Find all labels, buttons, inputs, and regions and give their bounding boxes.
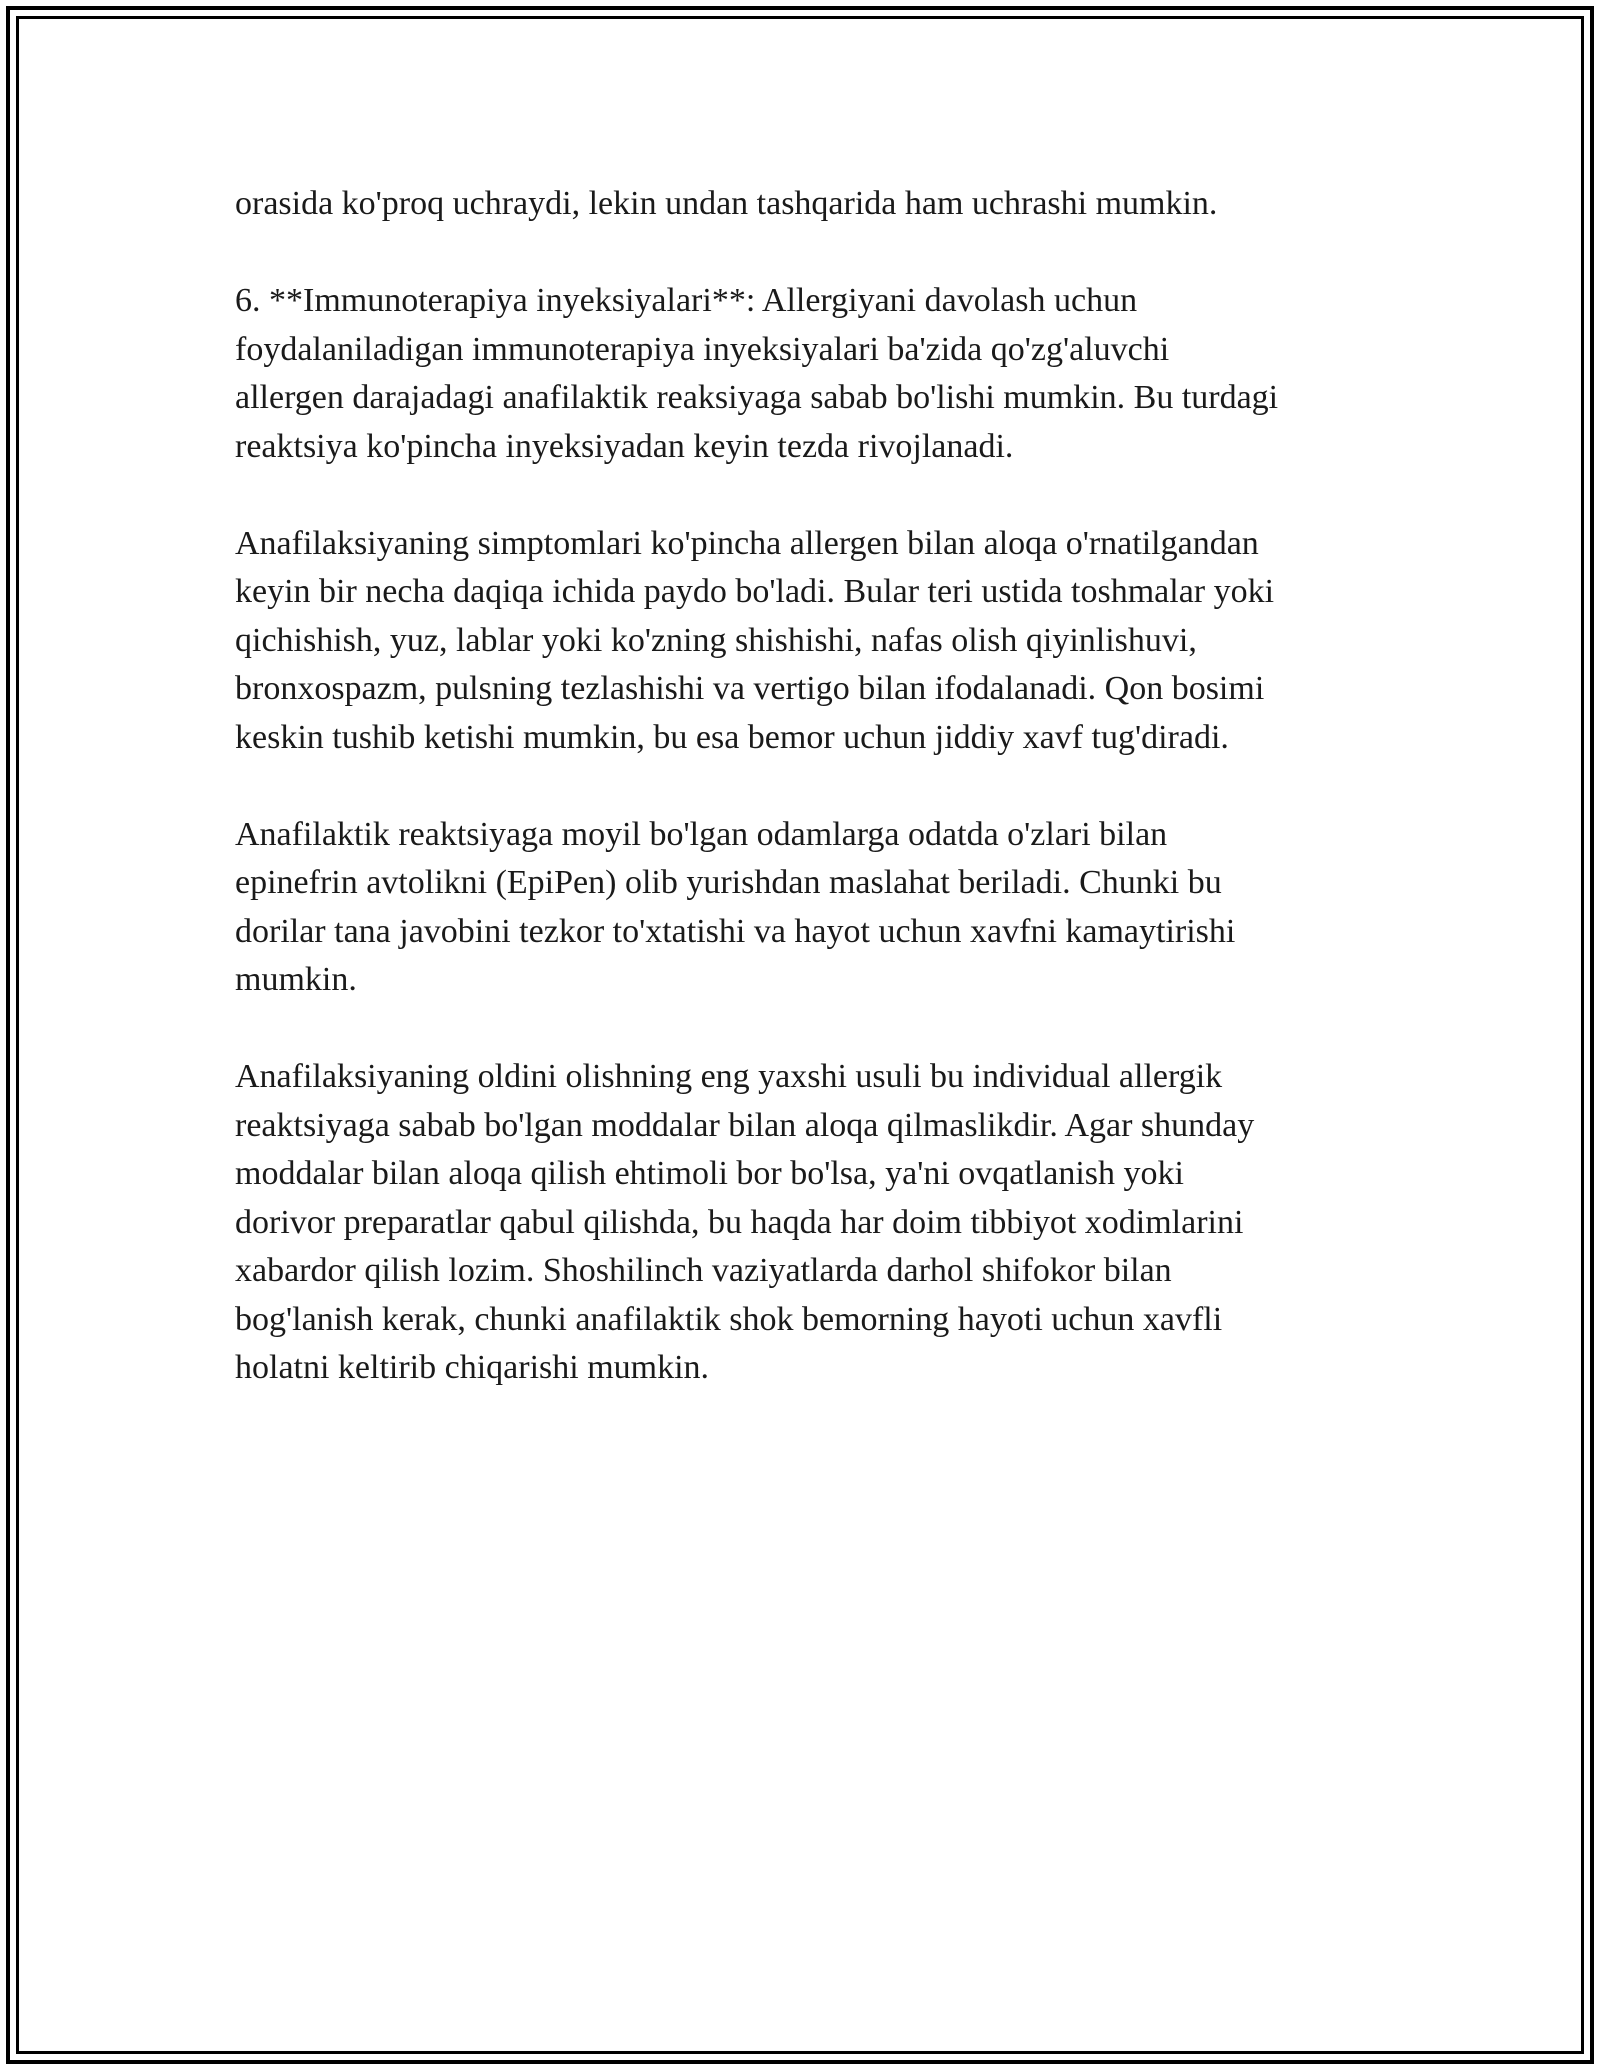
text-line: dorilar tana javobini tezkor to'xtatishi va hayot uchun xavfni kamaytirishi [235, 912, 1236, 950]
text-line: mumkin. [235, 961, 357, 998]
text-line: allergen darajadagi anafilaktik reaksiyaga sabab bo'lishi mumkin. Bu turdagi [235, 379, 1279, 416]
text-line: dorivor preparatlar qabul qilishda, bu haqda har doim tibbiyot xodimlarini [235, 1203, 1244, 1241]
paragraph-continuation [235, 180, 1370, 229]
text-line: moddalar bilan aloqa qilish ehtimoli bor bo'lsa, ya'ni ovqatlanish yoki [235, 1155, 1184, 1192]
text-line: xabardor qilish lozim. Shoshilinch vaziyatlarda darhol shifokor bilan [235, 1252, 1172, 1289]
text-line: foydalaniladigan immunoterapiya inyeksiyalari ba'zida qo'zg'aluvchi [235, 330, 1170, 368]
text-line: qichishish, yuz, lablar yoki ko'zning shishishi, nafas olish qiyinlishuvi, [235, 621, 1197, 659]
text-line: Anafilaksiyaning oldini olishning eng yaxshi usuli bu individual allergik [235, 1058, 1223, 1095]
text-line: 6. **Immunoterapiya inyeksiyalari**: Allergiyani davolash uchun [235, 282, 1138, 319]
paragraph-symptoms [235, 520, 1370, 763]
text-line: bog'lanish kerak, chunki anafilaktik shok bemorning hayoti uchun xavfli [235, 1300, 1223, 1338]
text-line: epinefrin avtolikni (EpiPen) olib yurishdan maslahat beriladi. Chunki bu [235, 864, 1222, 901]
text-line: reaktsiya ko'pincha inyeksiyadan keyin tezda rivojlanadi. [235, 427, 1014, 465]
text-line: bronxospazm, pulsning tezlashishi va vertigo bilan ifodalanadi. Qon bosimi [235, 670, 1265, 707]
text-line: Anafilaktik reaktsiyaga moyil bo'lgan odamlarga odatda o'zlari bilan [235, 815, 1168, 853]
paragraph-prevention [235, 1053, 1370, 1393]
text-line: holatni keltirib chiqarishi mumkin. [235, 1349, 710, 1386]
document-body [235, 180, 1370, 1441]
text-line: keyin bir necha daqiqa ichida paydo bo'ladi. Bular teri ustida toshmalar yoki [235, 573, 1275, 610]
text-line: reaktsiyaga sabab bo'lgan moddalar bilan aloqa qilmaslikdir. Agar shunday [235, 1106, 1255, 1144]
text-line: Anafilaksiyaning simptomlari ko'pincha allergen bilan aloqa o'rnatilgandan [235, 524, 1259, 562]
paragraph-immunotherapy [235, 277, 1370, 471]
paragraph-epinephrine [235, 811, 1370, 1005]
text-line: orasida ko'proq uchraydi, lekin undan tashqarida ham uchrashi mumkin. [235, 185, 1218, 222]
text-line: keskin tushib ketishi mumkin, bu esa bemor uchun jiddiy xavf tug'diradi. [235, 718, 1229, 756]
